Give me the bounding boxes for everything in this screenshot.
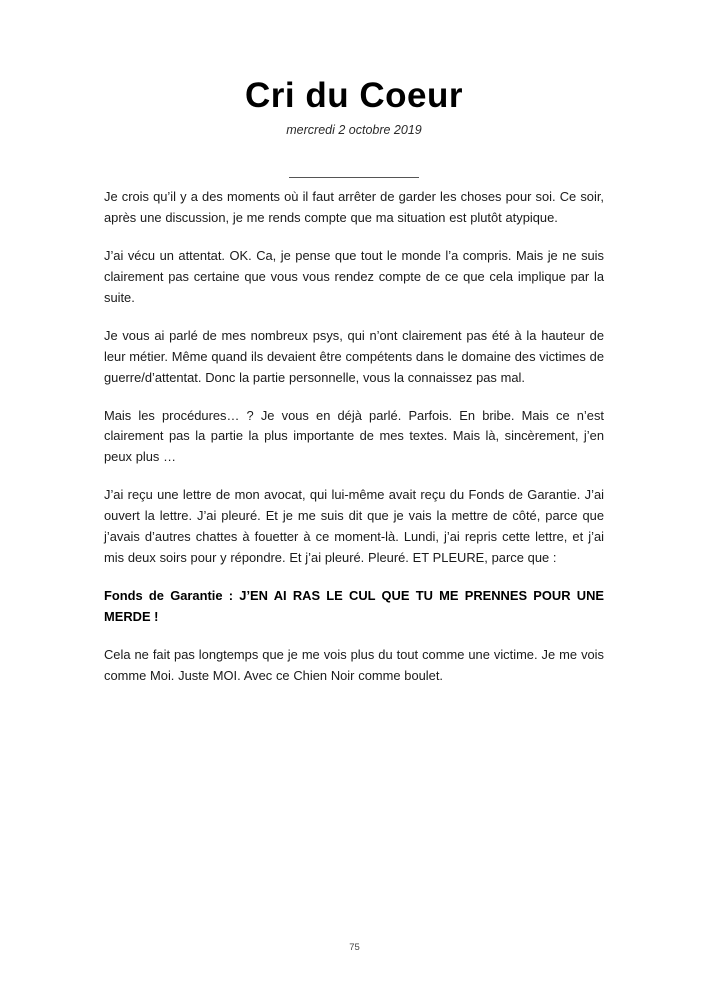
- document-date: mercredi 2 octobre 2019: [286, 123, 422, 138]
- paragraph: Je vous ai parlé de mes nombreux psys, qui n’ont clairement pas été à la hauteur de leur métier. Même quand ils devaient être compétents dans le domaine des victimes de guerre/d’attentat. Donc la partie personnelle, vous la connaissez pas mal.: [104, 327, 604, 385]
- paragraph: J’ai reçu une lettre de mon avocat, qui lui-même avait reçu du Fonds de Garantie. J’ai ouvert la lettre. J’ai pleuré. Et je me suis dit que je vais la mettre de côté, parce que j’avais d’autres chattes à fouetter à ce moment-là. Lundi, j’ai repris cette lettre, et j’ai mis deux soirs pour y répondre. Et j’ai pleuré. Pleuré. ET PLEURE, parce que :: [104, 487, 604, 565]
- highlighted-statement: Fonds de Garantie : J’EN AI RAS LE CUL QUE TU ME PRENNES POUR UNE MERDE !: [104, 587, 604, 624]
- divider-line: [289, 165, 418, 177]
- document-content: [104, 0, 604, 686]
- paragraph: Cela ne fait pas longtemps que je me vois plus du tout comme une victime. Je me vois comme Moi. Juste MOI. Avec ce Chien Noir comme boulet.: [104, 646, 604, 683]
- paragraph: J’ai vécu un attentat. OK. Ca, je pense que tout le monde l’a compris. Mais je ne suis clairement pas certaine que vous vous rendez compte de ce que cela implique par la suite.: [104, 248, 604, 305]
- paragraph: Mais les procédures… ? Je vous en déjà parlé. Parfois. En bribe. Mais ce n’est clairement pas la partie la plus importante de mes textes. Mais là, sincèrement, j’en peux plus …: [104, 407, 604, 465]
- divider: [104, 137, 604, 187]
- paragraph: Je crois qu’il y a des moments où il faut arrêter de garder les choses pour soi. Ce soir, après une discussion, je me rends compte que ma situation est plutôt atypique.: [104, 189, 604, 226]
- page-number: 75: [349, 942, 360, 953]
- page-title: Cri du Coeur: [245, 76, 463, 115]
